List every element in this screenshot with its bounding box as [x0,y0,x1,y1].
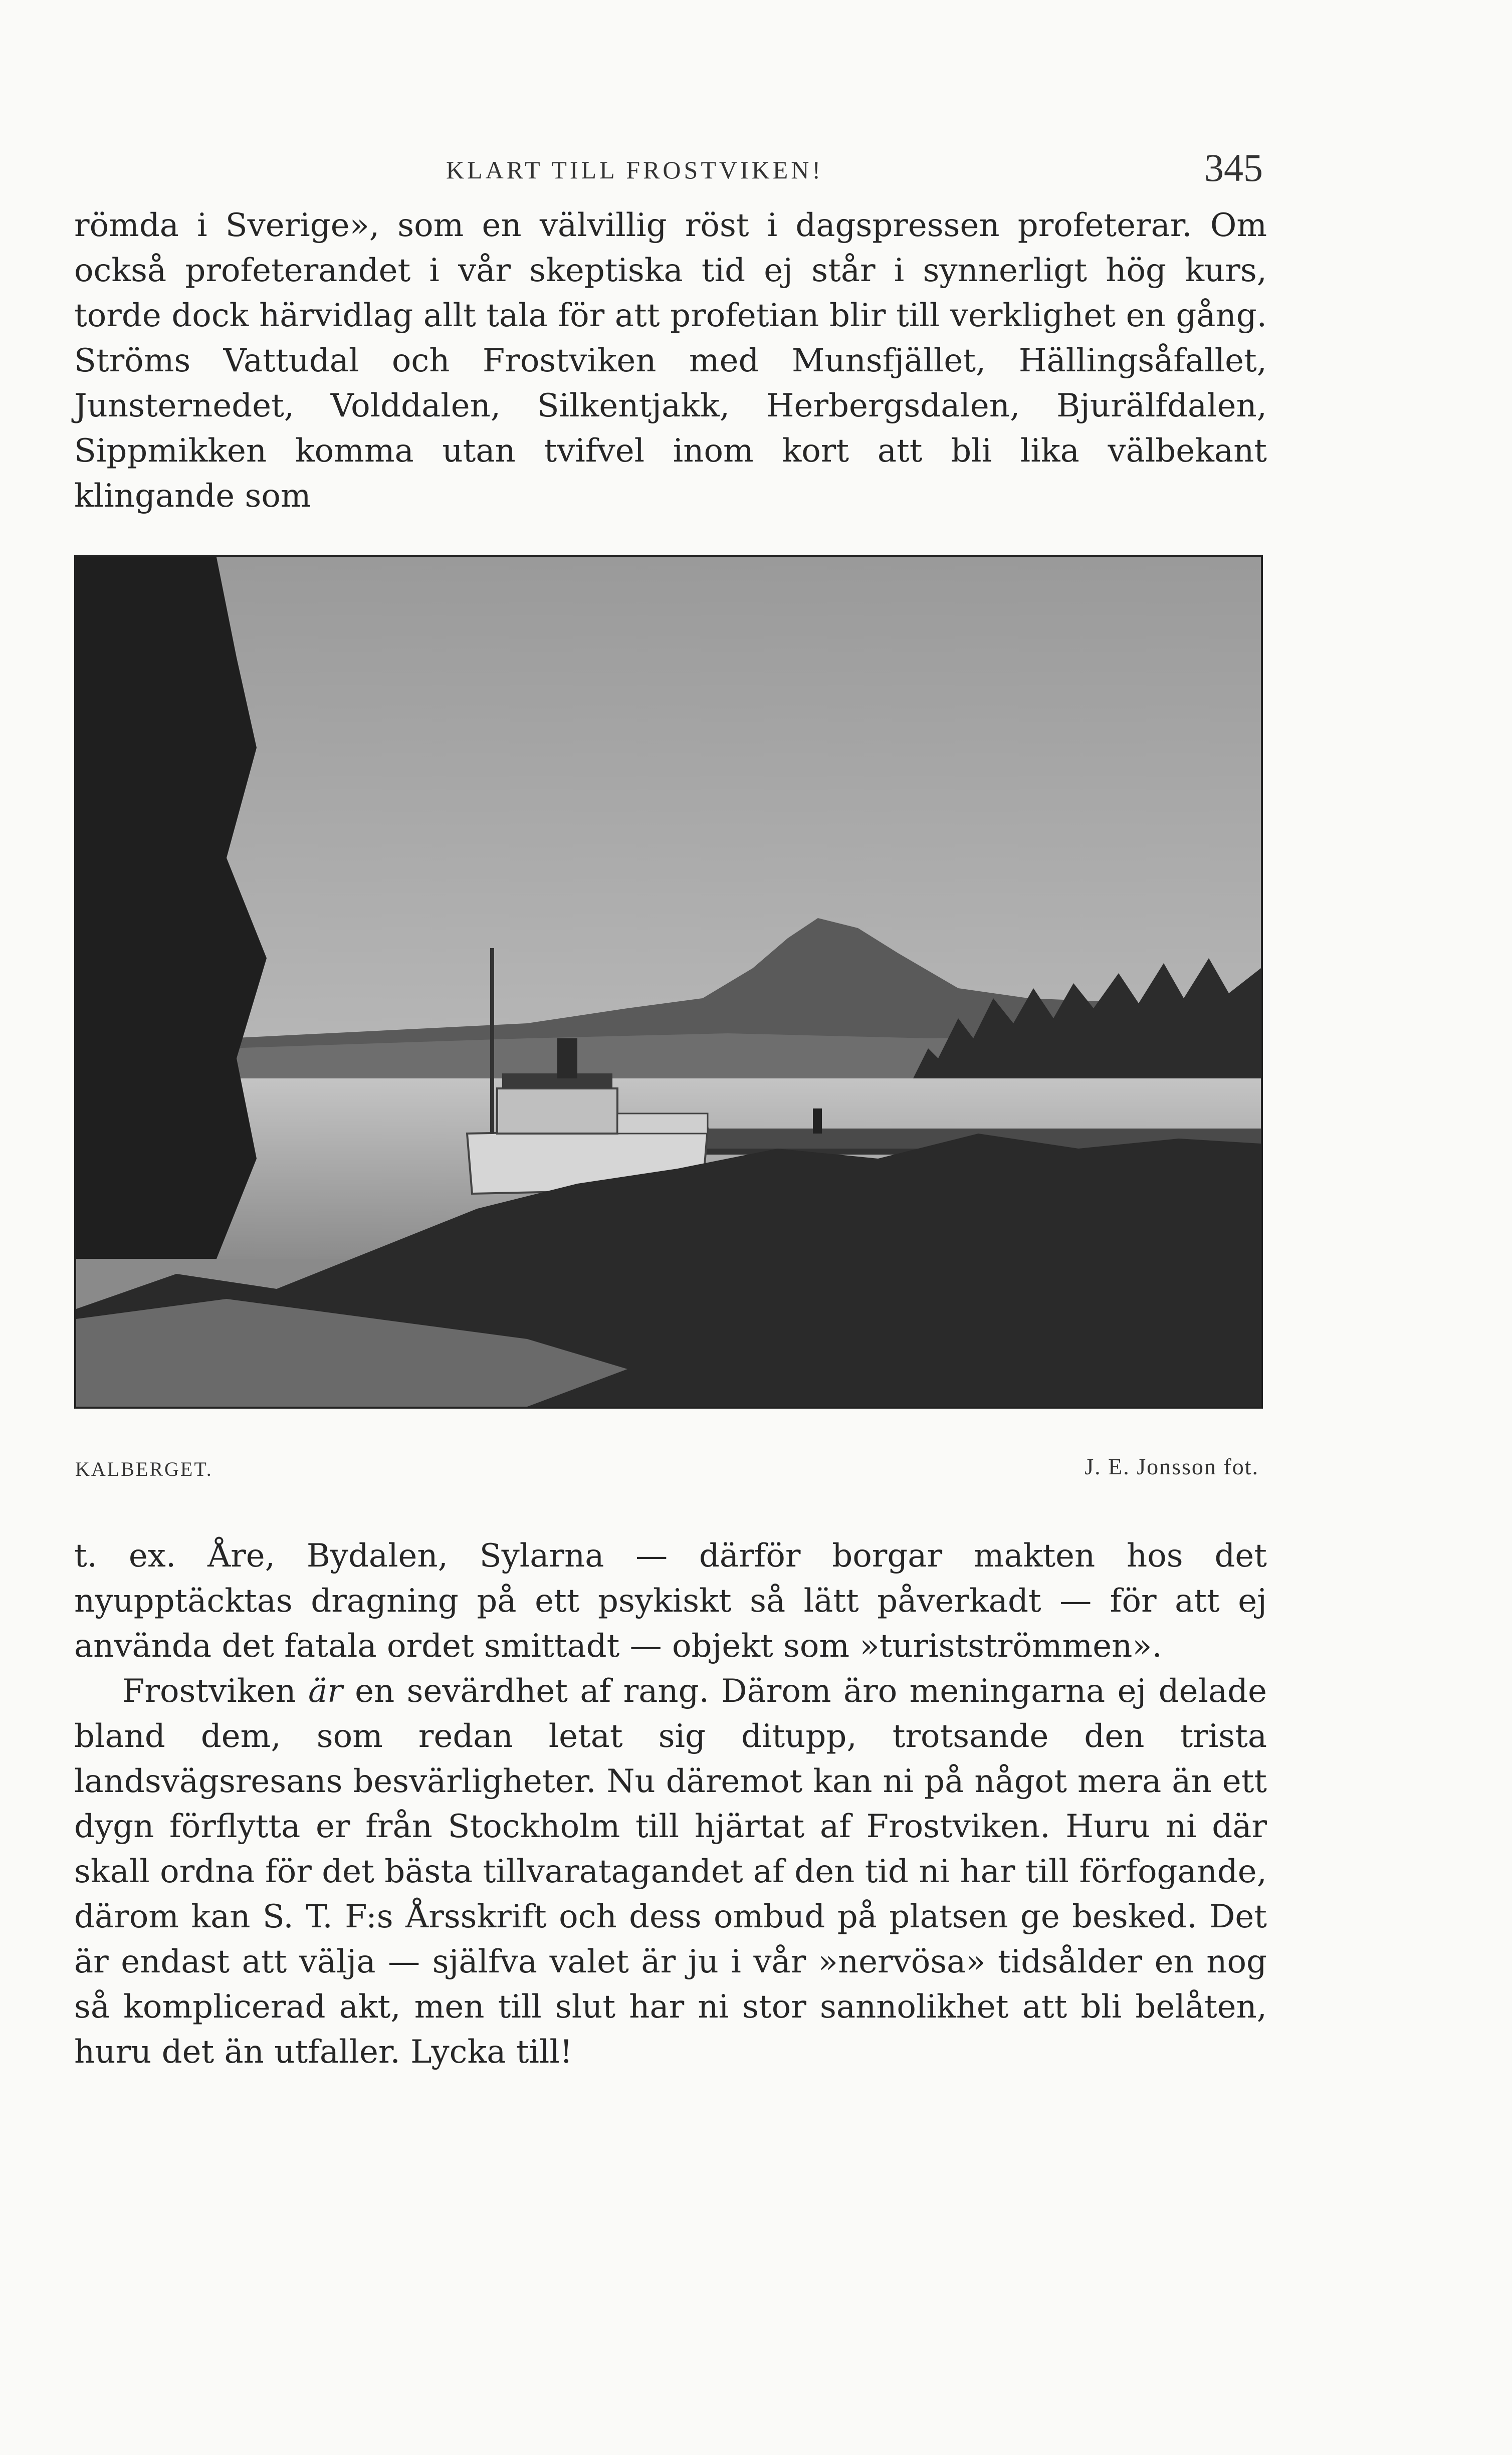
page-number: 345 [1204,146,1263,189]
paragraph-final [74,1669,1267,2075]
photo-credit: J. E. Jonsson fot. [1085,1454,1259,1479]
photo-kalberget [74,555,1263,1409]
text-block-top [74,203,1267,519]
running-title: KLART TILL FROSTVIKEN! [446,156,824,184]
paragraph-continued: t. ex. Åre, Bydalen, Sylarna — därför borgar makten hos det nyupptäcktas dragning på ett psykiskt så lätt påverkadt — för att ej använda det fatala ordet smittadt — objekt som »turistströmmen». [74,1537,1267,1665]
landscape-photo-illustration [76,557,1261,1407]
figure-caption: KALBERGET. [75,1458,213,1480]
paragraph-final-rest: en sevärdhet af rang. Därom äro meningarna ej delade bland dem, som redan letat sig ditupp, trotsande den trista landsvägsresans besvärligheter. Nu däremot kan ni på något mera än ett dygn förflytta er från Stockholm till hjärtat af Frostviken. Huru ni där skall ordna för det bästa tillvaratagandet af den tid ni har till förfogande, därom kan S. T. F:s Årsskrift och dess ombud på platsen ge besked. Det är endast att välja — själfva valet är ju i vår »nervösa» tidsålder en nog så komplicerad akt, men till slut har ni stor sannolikhet att bli belåten, huru det än utfaller. Lycka till! [74,1673,1267,2071]
text-block-bottom [74,1533,1267,2075]
paragraph-final-italic: är [308,1673,343,1710]
running-head [75,140,1263,195]
paragraph-top: römda i Sverige», som en välvillig röst i dagspressen profeterar. Om också profeterandet i vår skeptiska tid ej står i synnerligt hög kurs, torde dock härvidlag allt tala för att profetian blir till verklighet en gång. Ströms Vattudal och Frostviken med Munsfjället, Hällingsåfallet, Junsternedet, Volddalen, Silkentjakk, Herbergsdalen, Bjurälfdalen, Sippmikken komma utan tvifvel inom kort att bli lika välbekant klingande som [74,207,1267,515]
paragraph-final-start: Frostviken [122,1673,308,1710]
person-on-pier [813,1108,822,1134]
